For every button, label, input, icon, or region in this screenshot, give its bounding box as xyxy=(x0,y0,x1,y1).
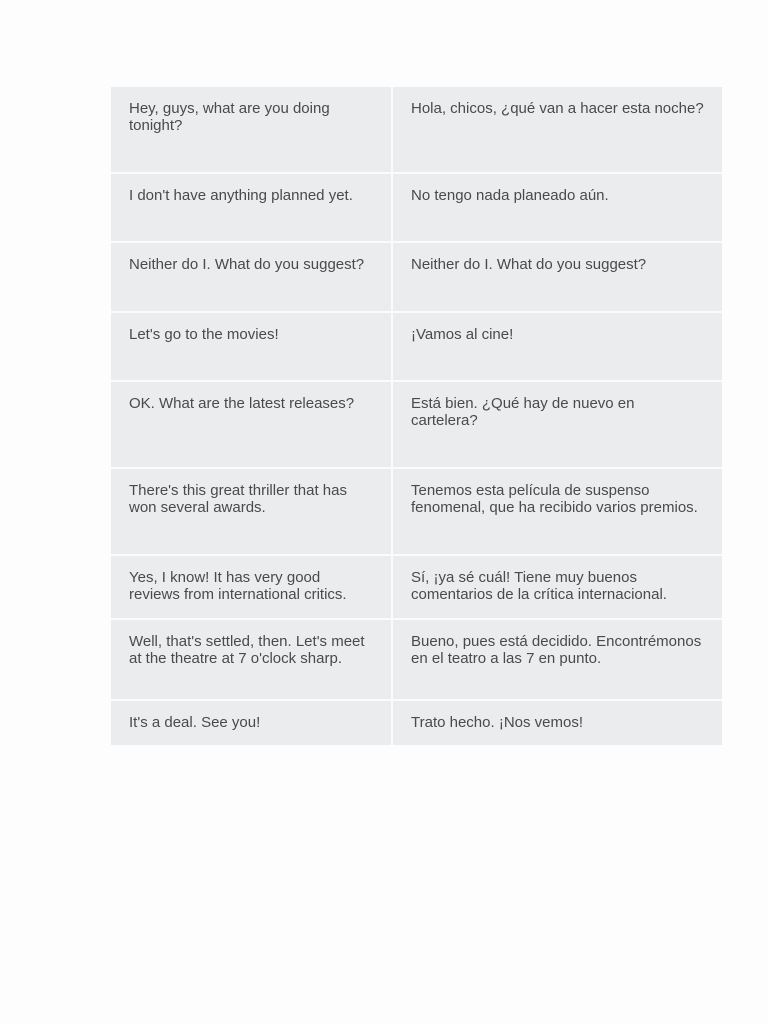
english-line: Yes, I know! It has very good reviews from international critics. xyxy=(111,555,392,619)
english-line: Hey, guys, what are you doing tonight? xyxy=(111,87,392,173)
spanish-line: No tengo nada planeado aún. xyxy=(392,173,722,242)
spanish-line: Trato hecho. ¡Nos vemos! xyxy=(411,714,584,731)
spanish-line: Hola, chicos, ¿qué van a hacer esta noche? xyxy=(392,87,722,173)
dialogue-table-body xyxy=(111,87,722,745)
english-line: Neither do I. What do you suggest? xyxy=(111,242,392,312)
table-row xyxy=(111,555,722,619)
table-row xyxy=(111,242,722,312)
english-line: Let's go to the movies! xyxy=(111,312,392,381)
english-line: I don't have anything planned yet. xyxy=(111,173,392,242)
table-row xyxy=(111,87,722,173)
table-row xyxy=(111,700,722,745)
english-line: It's a deal. See you! xyxy=(111,700,392,745)
english-line: OK. What are the latest releases? xyxy=(111,381,392,468)
table-row xyxy=(111,381,722,468)
table-row xyxy=(111,619,722,700)
english-line: Well, that's settled, then. Let's meet at the theatre at 7 o'clock sharp. xyxy=(111,619,392,700)
spanish-line: Neither do I. What do you suggest? xyxy=(392,242,722,312)
dialogue-table xyxy=(111,87,722,745)
english-line: There's this great thriller that has won several awards. xyxy=(111,468,392,555)
spanish-line: Sí, ¡ya sé cuál! Tiene muy buenos comentarios de la crítica internacional. xyxy=(392,555,722,619)
table-row xyxy=(111,173,722,242)
spanish-line: Bueno, pues está decidido. Encontrémonos en el teatro a las 7 en punto. xyxy=(392,619,722,700)
spanish-line: Está bien. ¿Qué hay de nuevo en cartelera? xyxy=(392,381,722,468)
table-row xyxy=(111,468,722,555)
spanish-line: ¡Vamos al cine! xyxy=(392,312,722,381)
spanish-line: Tenemos esta película de suspenso fenomenal, que ha recibido varios premios. xyxy=(392,468,722,555)
table-row xyxy=(111,312,722,381)
